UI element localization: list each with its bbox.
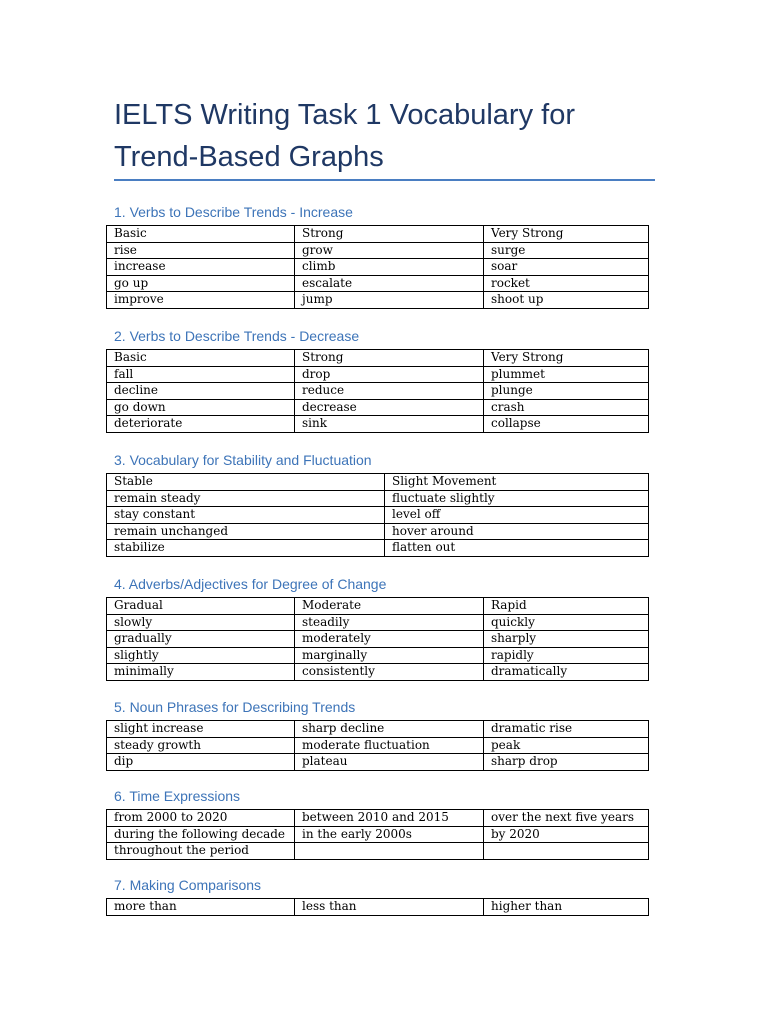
table-cell: steady growth (107, 737, 295, 754)
table-row (107, 350, 649, 367)
table-cell: Rapid (484, 598, 649, 615)
table-cell: dip (107, 754, 295, 771)
table-cell: peak (484, 737, 649, 754)
table-row (107, 242, 649, 259)
section-degree (106, 575, 649, 681)
table-cell: more than (107, 899, 295, 916)
table-cell: stabilize (107, 540, 385, 557)
table-cell: fluctuate slightly (385, 490, 649, 507)
table-cell: rocket (484, 275, 649, 292)
table-cell: plunge (484, 383, 649, 400)
table-cell: increase (107, 259, 295, 276)
table-cell: minimally (107, 664, 295, 681)
table-row (107, 647, 649, 664)
table-cell: throughout the period (107, 843, 295, 860)
table-cell: shoot up (484, 292, 649, 309)
table-cell: escalate (295, 275, 484, 292)
table-cell: consistently (295, 664, 484, 681)
table-cell: hover around (385, 523, 649, 540)
table-cell: Strong (295, 226, 484, 243)
table-cell: drop (295, 366, 484, 383)
table-cell: marginally (295, 647, 484, 664)
section-increase (106, 203, 649, 309)
table-cell: decrease (295, 399, 484, 416)
table-row (107, 474, 649, 491)
table-cell: by 2020 (484, 826, 649, 843)
table-cell: Moderate (295, 598, 484, 615)
table-cell (484, 843, 649, 860)
section-heading: 7. Making Comparisons (114, 877, 262, 893)
table-cell: soar (484, 259, 649, 276)
table-cell: dramatically (484, 664, 649, 681)
table-row (107, 523, 649, 540)
table-row (107, 366, 649, 383)
table-row (107, 664, 649, 681)
table-row (107, 540, 649, 557)
table-cell: sink (295, 416, 484, 433)
table-cell: Stable (107, 474, 385, 491)
table-cell: plummet (484, 366, 649, 383)
title-divider (114, 179, 655, 181)
table-cell: rapidly (484, 647, 649, 664)
vocab-table (106, 473, 649, 557)
section-stability (106, 451, 649, 557)
table-cell: collapse (484, 416, 649, 433)
table-cell: decline (107, 383, 295, 400)
vocab-table (106, 898, 649, 916)
table-cell: slight increase (107, 721, 295, 738)
table-cell: deteriorate (107, 416, 295, 433)
section-noun-phrases (106, 698, 649, 771)
table-cell: higher than (484, 899, 649, 916)
table-row (107, 899, 649, 916)
table-cell: from 2000 to 2020 (107, 810, 295, 827)
table-row (107, 383, 649, 400)
table-row (107, 843, 649, 860)
table-cell (295, 843, 484, 860)
table-cell: crash (484, 399, 649, 416)
vocab-table (106, 597, 649, 681)
table-row (107, 754, 649, 771)
table-cell: over the next five years (484, 810, 649, 827)
section-heading: 3. Vocabulary for Stability and Fluctuation (114, 452, 372, 468)
section-heading: 5. Noun Phrases for Describing Trends (114, 699, 356, 715)
section-heading: 4. Adverbs/Adjectives for Degree of Change (114, 576, 387, 592)
table-cell: during the following decade (107, 826, 295, 843)
table-row (107, 721, 649, 738)
section-comparisons (106, 876, 649, 916)
table-cell: moderately (295, 631, 484, 648)
table-cell: reduce (295, 383, 484, 400)
table-cell: Basic (107, 226, 295, 243)
section-decrease (106, 327, 649, 433)
table-cell: grow (295, 242, 484, 259)
table-cell: dramatic rise (484, 721, 649, 738)
vocab-table (106, 720, 649, 771)
table-cell: remain steady (107, 490, 385, 507)
table-row (107, 631, 649, 648)
table-cell: improve (107, 292, 295, 309)
table-cell: remain unchanged (107, 523, 385, 540)
table-cell: sharply (484, 631, 649, 648)
table-row (107, 598, 649, 615)
table-cell: in the early 2000s (295, 826, 484, 843)
table-cell: flatten out (385, 540, 649, 557)
table-cell: slightly (107, 647, 295, 664)
table-cell: sharp decline (295, 721, 484, 738)
table-cell: Gradual (107, 598, 295, 615)
table-cell: Very Strong (484, 350, 649, 367)
table-row (107, 292, 649, 309)
table-cell: go down (107, 399, 295, 416)
table-row (107, 275, 649, 292)
table-cell: Very Strong (484, 226, 649, 243)
table-cell: Strong (295, 350, 484, 367)
table-row (107, 490, 649, 507)
table-cell: slowly (107, 614, 295, 631)
table-cell: less than (295, 899, 484, 916)
table-row (107, 259, 649, 276)
table-row (107, 737, 649, 754)
table-row (107, 226, 649, 243)
table-row (107, 416, 649, 433)
table-cell: Basic (107, 350, 295, 367)
table-cell: climb (295, 259, 484, 276)
table-cell: moderate fluctuation (295, 737, 484, 754)
table-cell: jump (295, 292, 484, 309)
section-time-expressions (106, 787, 649, 860)
table-cell: steadily (295, 614, 484, 631)
table-row (107, 826, 649, 843)
section-heading: 6. Time Expressions (114, 788, 241, 804)
table-cell: stay constant (107, 507, 385, 524)
section-heading: 2. Verbs to Describe Trends - Decrease (114, 328, 360, 344)
table-row (107, 810, 649, 827)
table-cell: level off (385, 507, 649, 524)
table-cell: rise (107, 242, 295, 259)
vocab-table (106, 225, 649, 309)
table-cell: go up (107, 275, 295, 292)
section-heading: 1. Verbs to Describe Trends - Increase (114, 204, 353, 220)
vocab-table (106, 349, 649, 433)
table-cell: Slight Movement (385, 474, 649, 491)
table-cell: plateau (295, 754, 484, 771)
table-cell: surge (484, 242, 649, 259)
table-cell: quickly (484, 614, 649, 631)
table-row (107, 614, 649, 631)
table-cell: between 2010 and 2015 (295, 810, 484, 827)
table-cell: gradually (107, 631, 295, 648)
table-cell: sharp drop (484, 754, 649, 771)
table-row (107, 399, 649, 416)
table-row (107, 507, 649, 524)
vocab-table (106, 809, 649, 860)
table-cell: fall (107, 366, 295, 383)
page-title: IELTS Writing Task 1 Vocabulary for Trend-Based Graphs (114, 99, 575, 173)
